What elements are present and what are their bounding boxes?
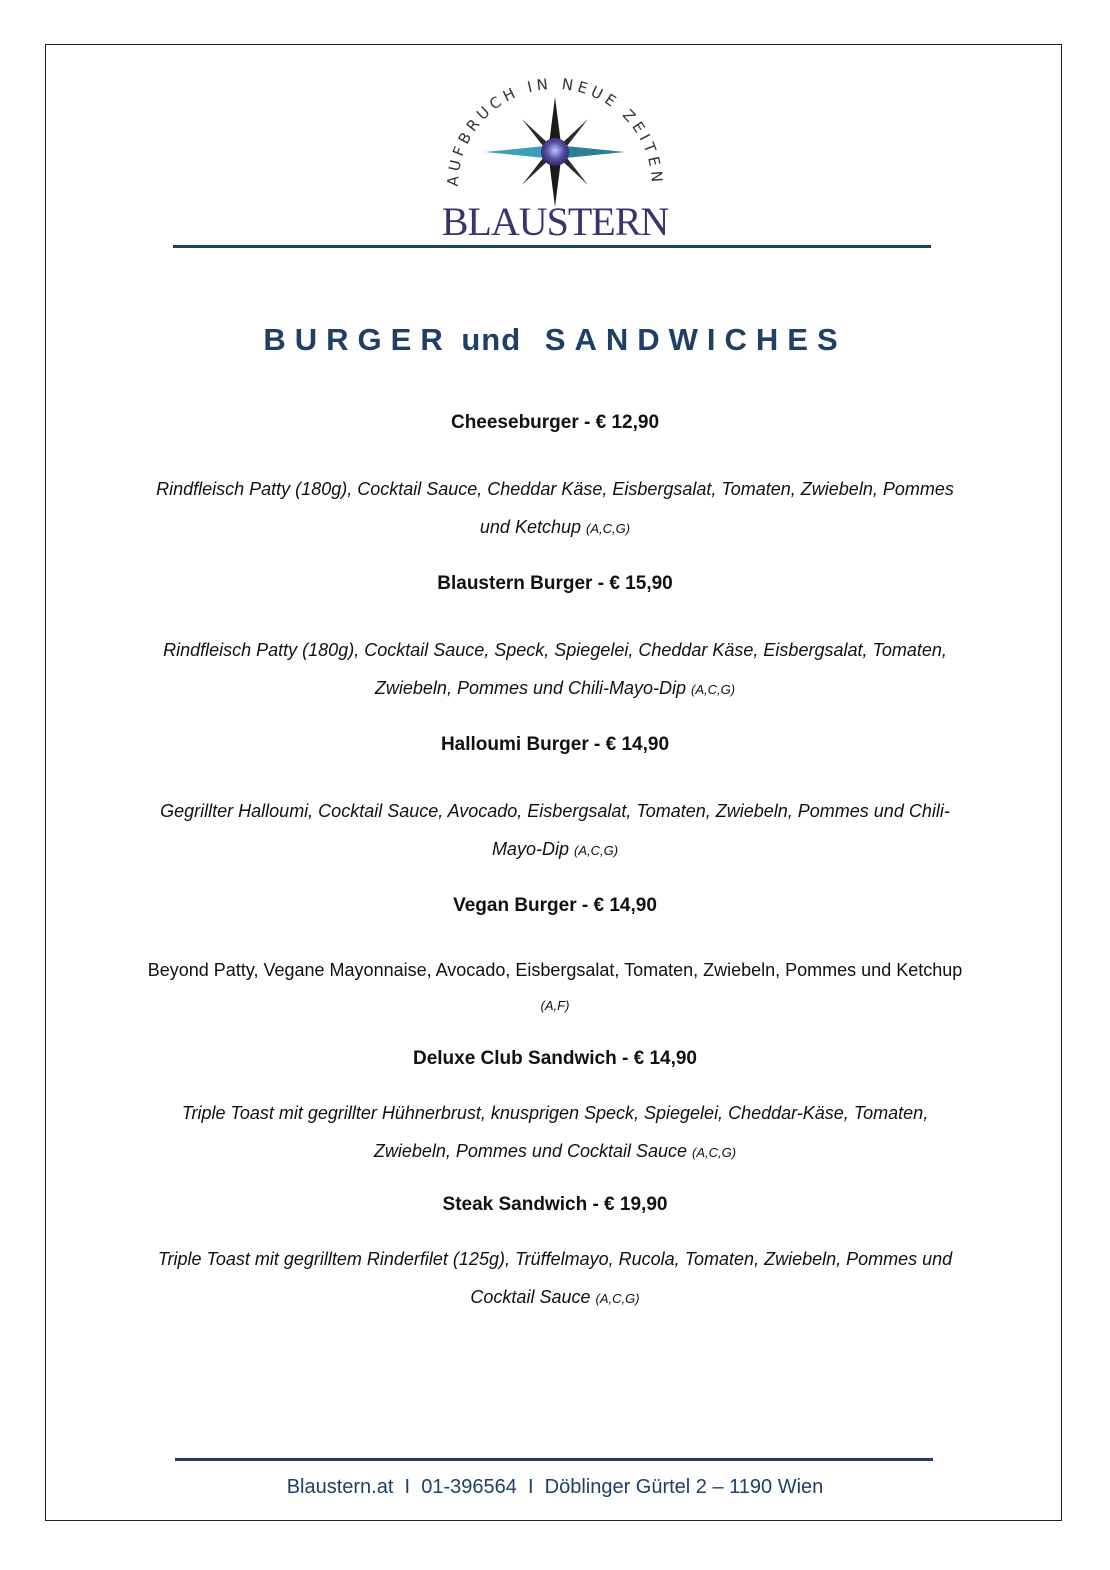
menu-item-name: Cheeseburger - € 12,90 bbox=[450, 412, 660, 433]
description-text: Gegrillter Halloumi, Cocktail Sauce, Avocado, Eisbergsalat, Tomaten, Zwiebeln, Pommes und Chili-Mayo-Dip bbox=[160, 801, 950, 859]
footer-divider bbox=[175, 1458, 933, 1461]
menu-item-vegan-burger bbox=[100, 893, 1010, 1023]
menu-item-blaustern-burger bbox=[100, 571, 1010, 709]
menu-item-steak-sandwich bbox=[100, 1192, 1010, 1318]
description-text: Rindfleisch Patty (180g), Cocktail Sauce, Speck, Spiegelei, Cheddar Käse, Eisbergsalat, Tomaten, Zwiebeln, Pommes und Chili-Mayo-Dip bbox=[163, 640, 947, 698]
menu-item-name: Halloumi Burger - € 14,90 bbox=[440, 734, 670, 755]
menu-item-description bbox=[100, 792, 1010, 870]
menu-item-description bbox=[100, 470, 1010, 548]
allergen-codes: (A,F) bbox=[540, 998, 570, 1013]
allergen-codes: (A,C,G) bbox=[586, 521, 631, 536]
menu-item-deluxe-club-sandwich bbox=[100, 1046, 1010, 1172]
allergen-codes: (A,C,G) bbox=[691, 682, 736, 697]
header-divider bbox=[173, 245, 931, 248]
menu-item-name: Deluxe Club Sandwich - € 14,90 bbox=[412, 1048, 698, 1069]
menu-item-cheeseburger bbox=[100, 410, 1010, 548]
menu-item-description bbox=[100, 1094, 1010, 1172]
logo-arc-text: AUFBRUCH IN NEUE ZEITEN bbox=[443, 74, 667, 187]
menu-section-title bbox=[0, 322, 1110, 358]
menu-item-name: Steak Sandwich - € 19,90 bbox=[442, 1194, 668, 1215]
menu-item-description bbox=[100, 953, 1010, 1023]
menu-item-description bbox=[100, 1240, 1010, 1318]
allergen-codes: (A,C,G) bbox=[573, 843, 619, 858]
compass-star-icon bbox=[485, 97, 625, 207]
description-text: Triple Toast mit gegrillter Hühnerbrust, knusprigen Speck, Spiegelei, Cheddar-Käse, Tomaten, Zwiebeln, Pommes und Cocktail Sauce bbox=[181, 1103, 929, 1161]
footer-contact: Blaustern.at I 01-396564 I Döblinger Gürtel 2 – 1190 Wien bbox=[286, 1476, 824, 1498]
logo-wordmark: BLAUSTERN bbox=[441, 199, 669, 244]
menu-item-name: Blaustern Burger - € 15,90 bbox=[437, 573, 673, 594]
menu-item-name: Vegan Burger - € 14,90 bbox=[453, 895, 657, 916]
menu-item-halloumi-burger bbox=[100, 732, 1010, 870]
blaustern-logo bbox=[430, 72, 680, 244]
description-text: Triple Toast mit gegrilltem Rinderfilet (125g), Trüffelmayo, Rucola, Tomaten, Zwiebeln, Pommes und Cocktail Sauce bbox=[157, 1249, 953, 1307]
title-part-burger: BURGER bbox=[263, 322, 452, 357]
description-text: Beyond Patty, Vegane Mayonnaise, Avocado, Eisbergsalat, Tomaten, Zwiebeln, Pommes und Ketchup bbox=[147, 960, 963, 980]
menu-item-description bbox=[100, 631, 1010, 709]
title-part-und: und bbox=[461, 322, 522, 357]
allergen-codes: (A,C,G) bbox=[692, 1145, 737, 1160]
description-text: Rindfleisch Patty (180g), Cocktail Sauce, Cheddar Käse, Eisbergsalat, Tomaten, Zwiebeln, Pommes und Ketchup bbox=[156, 479, 954, 537]
allergen-codes: (A,C,G) bbox=[595, 1291, 640, 1306]
title-part-sandwiches: SANDWICHES bbox=[544, 322, 847, 357]
